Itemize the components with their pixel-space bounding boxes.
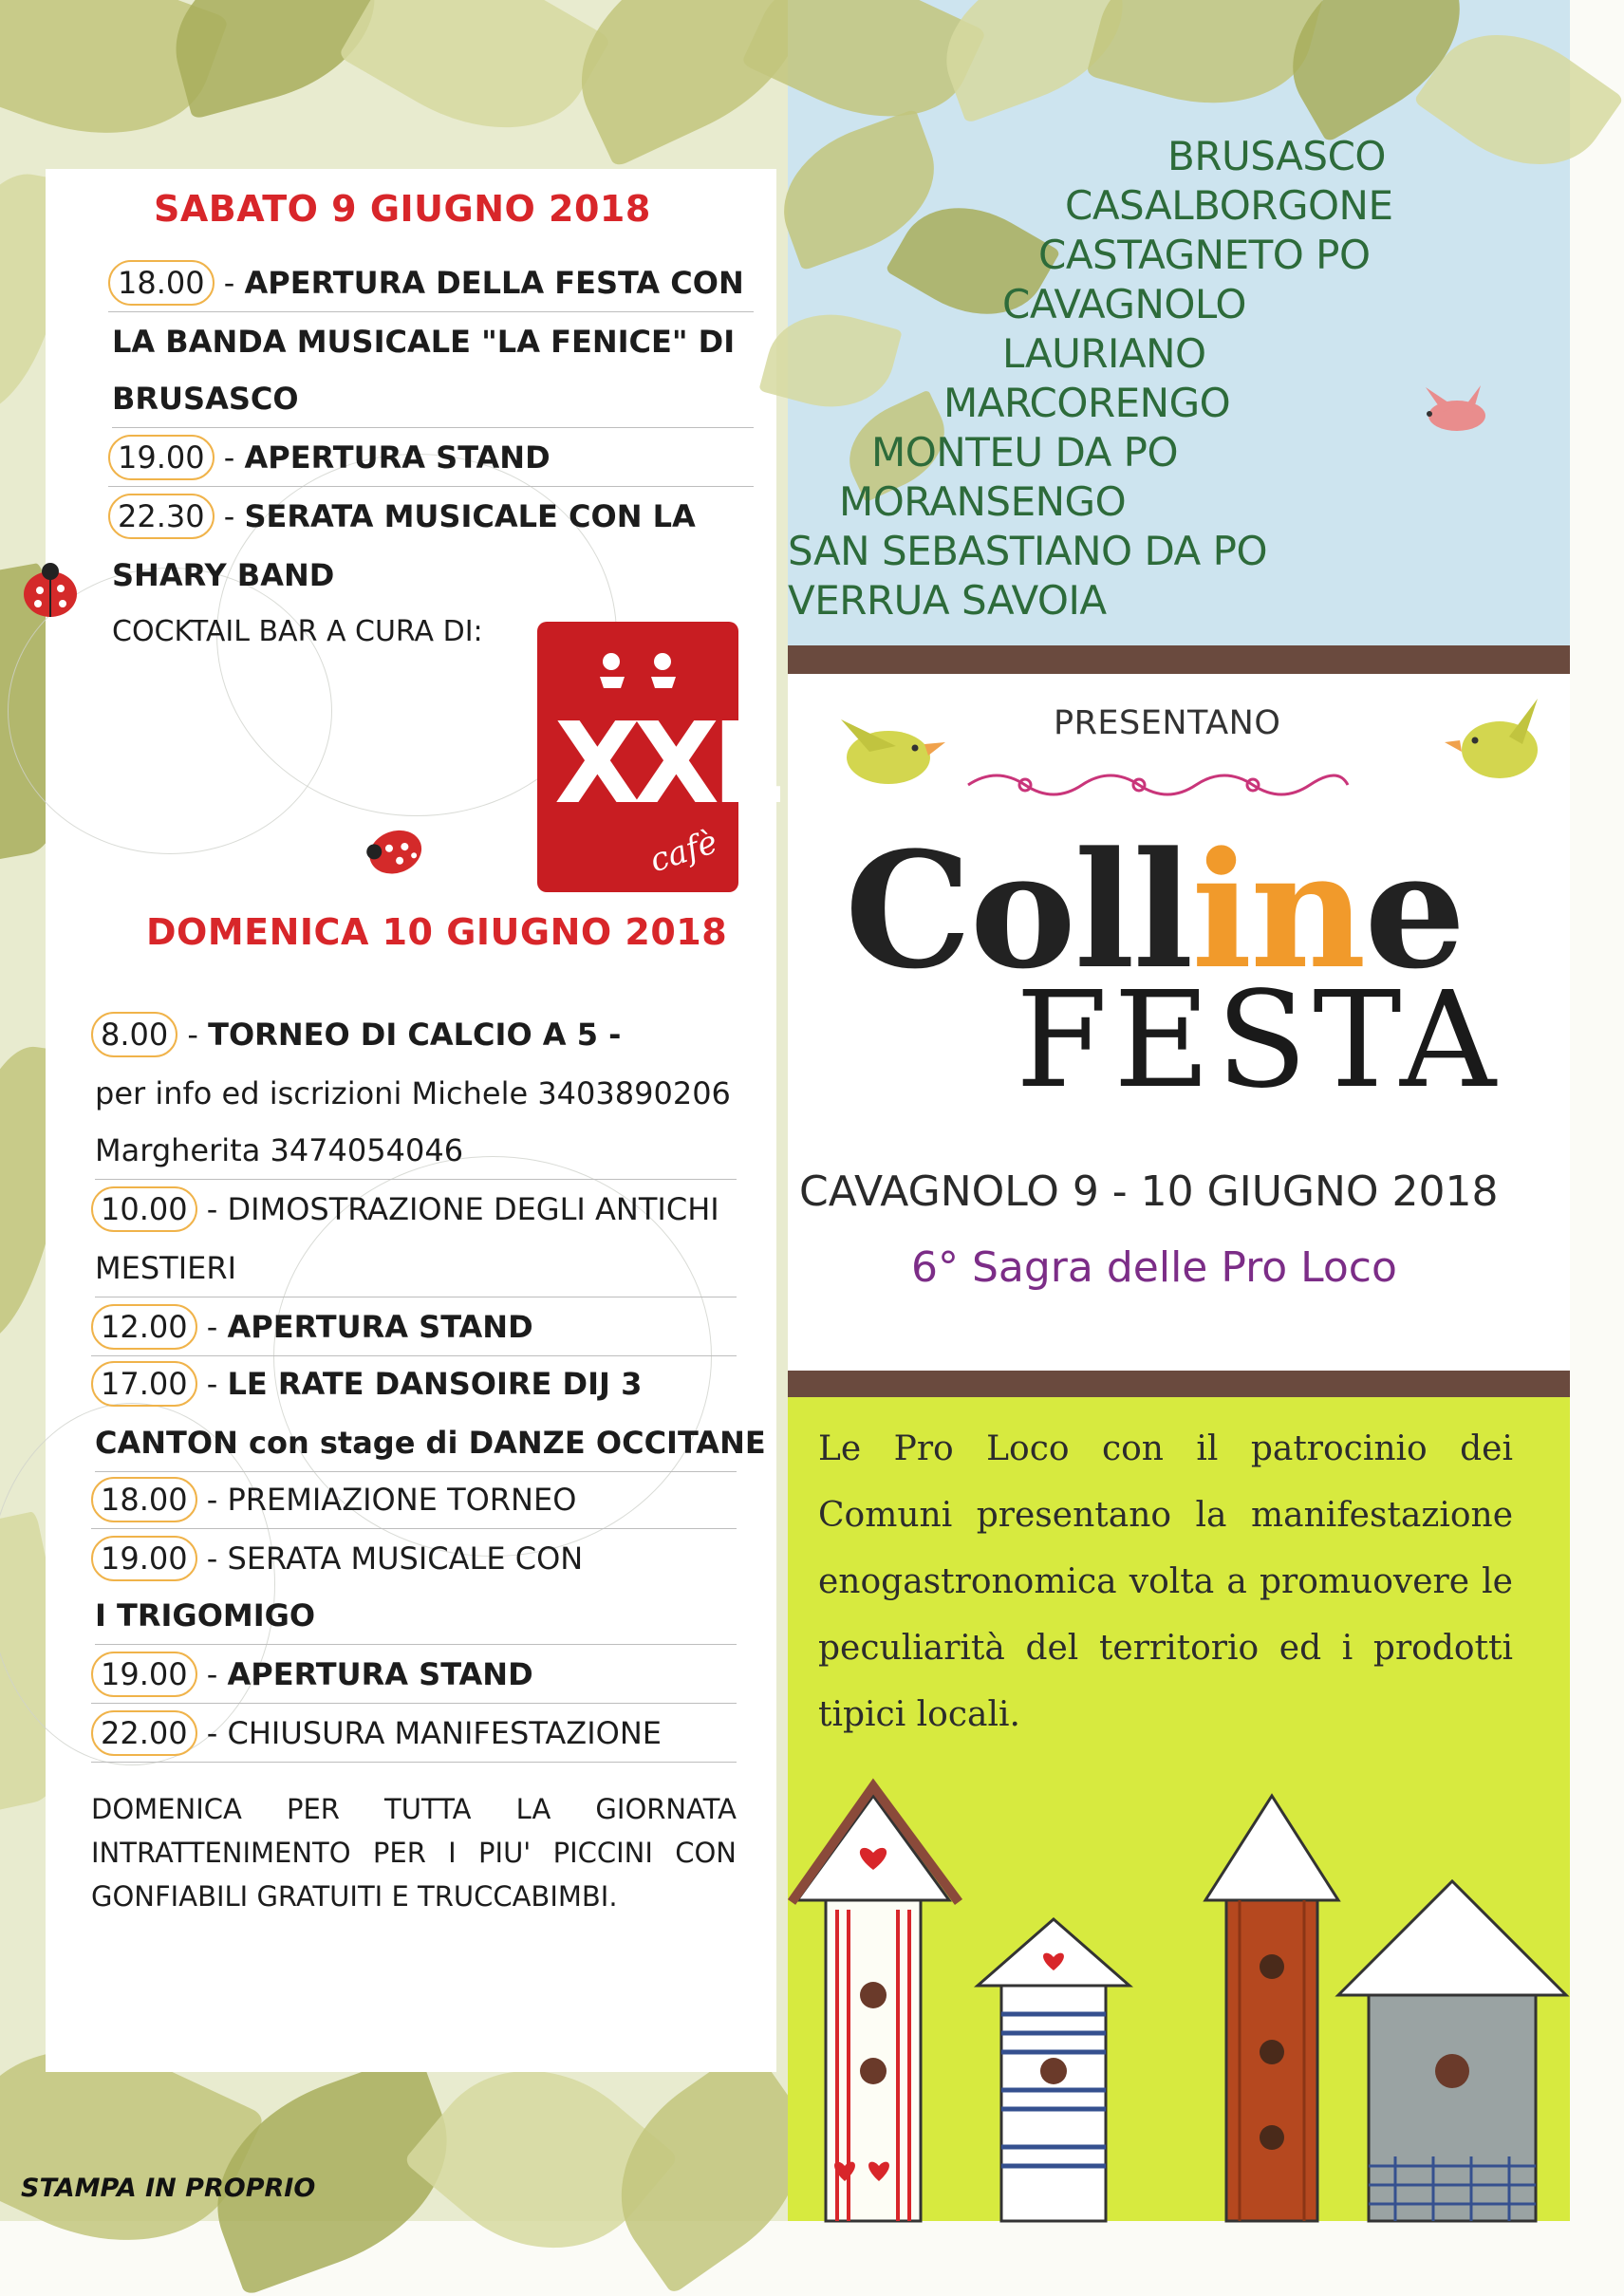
saturday-item-3: 22.30 - SERATA MUSICALE CON LA [108, 488, 754, 545]
festival-logo-line-1: Colline [845, 816, 1465, 1004]
intro-paragraph: Le Pro Loco con il patrocinio dei Comuni presentano la manifestazione enogastronomica volta a promuovere le peculiarità del territorio ed i prodotti tipici locali. [818, 1429, 1513, 1734]
sunday-title: DOMENICA 10 GIUGNO 2018 [146, 911, 727, 953]
time-badge: 18.00 [91, 1477, 197, 1522]
time-badge: 18.00 [108, 260, 215, 306]
sunday-item-2: 10.00 - DIMOSTRAZIONE DEGLI ANTICHI [91, 1181, 719, 1238]
event-place-dates: CAVAGNOLO 9 - 10 GIUGNO 2018 [799, 1167, 1499, 1216]
festival-logo-line-2: FESTA [1016, 963, 1503, 1118]
bird-icon [1443, 691, 1557, 795]
sunday-item-6: 19.00 - SERATA MUSICALE CON [91, 1530, 583, 1587]
sunday-item-4-line-2: CANTON con stage di DANZE OCCITANE [95, 1414, 737, 1472]
sunday-item-1-line-2: per info ed iscrizioni Michele 3403890206 [95, 1075, 731, 1111]
time-badge: 10.00 [91, 1186, 197, 1232]
sunday-item-2-line-2: MESTIERI [95, 1240, 737, 1297]
town-name: LAURIANO [1002, 330, 1206, 377]
sunday-note: DOMENICA PER TUTTA LA GIORNATA INTRATTENIMENTO PER I PIU' PICCINI CON GONFIABILI GRATUITI E TRUCCABIMBI. [91, 1793, 737, 1913]
sunday-item-4: 17.00 - LE RATE DANSOIRE DIJ 3 [91, 1355, 737, 1412]
time-badge: 8.00 [91, 1012, 177, 1057]
swirl-ornament-icon [959, 761, 1357, 809]
saturday-item-3-line-2: SHARY BAND [112, 557, 335, 593]
towns-panel [788, 0, 1570, 645]
sunday-item-3: 12.00 - APERTURA STAND [91, 1298, 737, 1356]
sunday-item-1-line-3: Margherita 3474054046 [95, 1122, 737, 1180]
town-name: CASALBORGONE [1065, 182, 1393, 229]
town-name: MONTEU DA PO [871, 429, 1179, 476]
saturday-item-1-line-2: LA BANDA MUSICALE "LA FENICE" DI [112, 324, 736, 360]
saturday-item-1-line-3: BRUSASCO [112, 370, 754, 428]
cocktail-bar-label: COCKTAIL BAR A CURA DI: [112, 615, 483, 648]
time-badge: 19.00 [91, 1652, 197, 1697]
time-badge: 17.00 [91, 1361, 197, 1407]
town-name: VERRUA SAVOIA [788, 577, 1107, 624]
ladybug-icon [17, 560, 84, 619]
sunday-item-6-line-2: I TRIGOMIGO [95, 1587, 737, 1645]
divider-band [788, 645, 1570, 674]
saturday-item-1: 18.00 - APERTURA DELLA FESTA CON [108, 254, 754, 312]
time-badge: 22.00 [91, 1710, 197, 1756]
presentano-label: PRESENTANO [1054, 704, 1281, 742]
town-name: CASTAGNETO PO [1038, 232, 1371, 278]
town-name: BRUSASCO [1167, 133, 1386, 179]
time-badge: 12.00 [91, 1304, 197, 1350]
divider-band [788, 1371, 1570, 1397]
event-subtitle: 6° Sagra delle Pro Loco [911, 1243, 1397, 1292]
town-name: MORANSENGO [839, 478, 1127, 525]
time-badge: 19.00 [108, 435, 215, 480]
svg-text:XXL: XXL [554, 698, 776, 829]
time-badge: 22.30 [108, 494, 215, 539]
saturday-item-2: 19.00 - APERTURA STAND [108, 429, 754, 487]
town-name: MARCORENGO [943, 380, 1231, 426]
sunday-item-5: 18.00 - PREMIAZIONE TORNEO [91, 1471, 737, 1529]
saturday-title: SABATO 9 GIUGNO 2018 [154, 188, 651, 230]
footer-print-note: STAMPA IN PROPRIO [21, 2174, 316, 2203]
town-name: SAN SEBASTIANO DA PO [788, 528, 1268, 574]
bird-icon [822, 700, 955, 805]
sunday-item-1: 8.00 - TORNEO DI CALCIO A 5 - [91, 1006, 746, 1063]
time-badge: 19.00 [91, 1536, 197, 1581]
sunday-item-7: 19.00 - APERTURA STAND [91, 1646, 737, 1704]
xxl-cafe-logo [537, 622, 776, 892]
bird-icon [1405, 380, 1509, 446]
birdhouses-illustration [788, 1758, 1570, 2221]
town-name: CAVAGNOLO [1002, 281, 1246, 327]
sunday-item-8: 22.00 - CHIUSURA MANIFESTAZIONE [91, 1705, 737, 1763]
svg-text:cafè: cafè [644, 823, 722, 881]
